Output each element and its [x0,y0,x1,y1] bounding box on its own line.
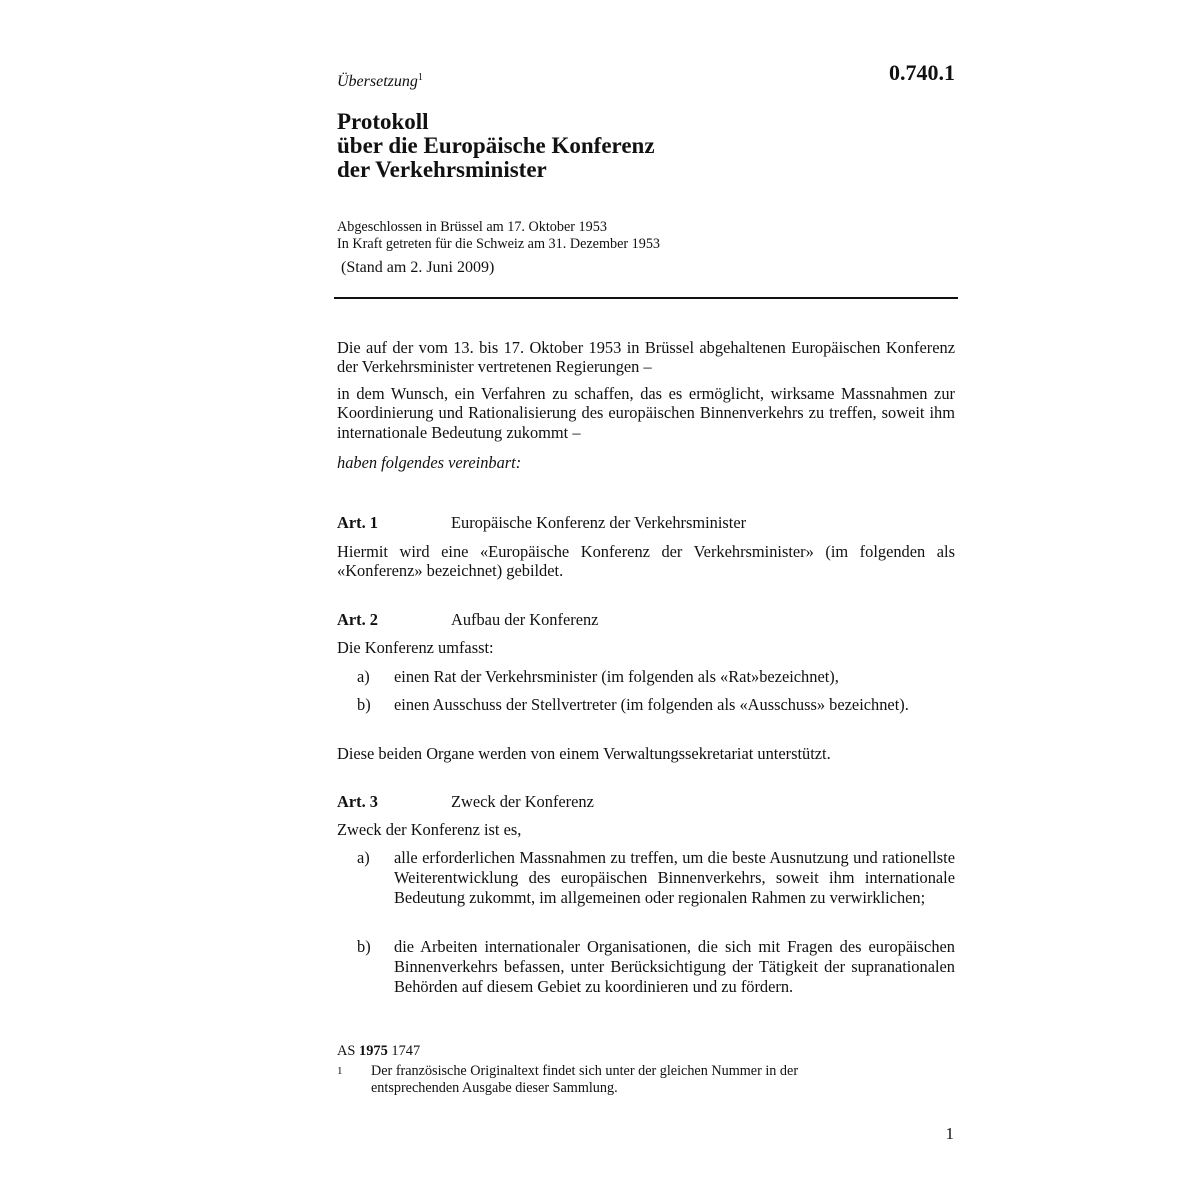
footnote-1 [337,1063,867,1097]
article-3-label: Art. 3 [337,792,378,811]
item-letter: a) [357,667,370,686]
official-collection-reference [337,1043,420,1060]
article-2-title: Aufbau der Konferenz [451,610,599,629]
footnote-number: 1 [337,1065,343,1077]
article-1-body: Hiermit wird eine «Europäische Konferenz der Verkehrsminister» (im folgenden als «Konferenz» bezeichnet) gebildet. [337,542,955,581]
article-2-item-b [357,695,955,715]
as-prefix: AS [337,1043,356,1059]
footnote-reference[interactable]: 1 [417,72,423,83]
document-title [337,110,897,182]
preamble-paragraph-2: in dem Wunsch, ein Verfahren zu schaffen, das es ermöglicht, wirksame Massnahmen zur Koordinierung und Rationalisierung des europäischen Binnenverkehrs zu treffen, soweit ihm internationale Bedeutung zukommt – [337,384,955,442]
item-text: einen Rat der Verkehrsminister (im folgenden als «Rat»bezeichnet), [394,667,839,686]
article-2-intro: Die Konferenz umfasst: [337,638,494,657]
title-line-2: über die Europäische Konferenz [337,133,655,158]
status-date: (Stand am 2. Juni 2009) [341,259,495,276]
as-page: 1747 [391,1043,421,1059]
translation-label [337,73,423,91]
preamble-paragraph-3: haben folgendes vereinbart: [337,453,522,472]
document-meta [337,219,660,253]
document-number: 0.740.1 [889,60,955,85]
in-force-date: In Kraft getreten für die Schweiz am 31. Dezember 1953 [337,236,661,252]
title-line-1: Protokoll [337,109,429,134]
article-1-label: Art. 1 [337,513,378,532]
article-2-label: Art. 2 [337,610,378,629]
as-year: 1975 [359,1043,388,1059]
item-letter: a) [357,848,370,867]
article-3-intro: Zweck der Konferenz ist es, [337,820,522,839]
article-1-heading [337,513,746,533]
header-divider [334,297,958,299]
preamble-paragraph-1: Die auf der vom 13. bis 17. Oktober 1953 in Brüssel abgehaltenen Europäischen Konferenz der Verkehrsminister vertretenen Regierungen – [337,338,955,377]
page-number: 1 [945,1124,954,1143]
article-3-heading [337,792,594,812]
title-line-3: der Verkehrsminister [337,157,547,182]
article-2-outro: Diese beiden Organe werden von einem Verwaltungssekretariat unterstützt. [337,744,831,763]
footnote-text: Der französische Originaltext findet sich unter der gleichen Nummer in der entsprechenden Ausgabe dieser Sammlung. [371,1063,799,1096]
translation-text: Übersetzung [337,73,418,90]
concluded-date: Abgeschlossen in Brüssel am 17. Oktober 1953 [337,219,607,235]
item-text: einen Ausschuss der Stellvertreter (im folgenden als «Ausschuss» bezeichnet). [394,695,909,714]
item-text: alle erforderlichen Massnahmen zu treffen, um die beste Ausnutzung und rationellste Weiterentwicklung des europäischen Binnenverkehrs, soweit ihm internationale Bedeutung zukommt, im allgemeinen oder regionalen Rahmen zu verwirklichen; [394,848,955,907]
article-1-title: Europäische Konferenz der Verkehrsminister [451,513,747,532]
item-text: die Arbeiten internationaler Organisationen, die sich mit Fragen des europäischen Binnenverkehrs befassen, unter Berücksichtigung der Tätigkeit der supranationalen Behörden auf diesem Gebiet zu koordinieren und zu fördern. [394,937,955,996]
article-2-heading [337,610,598,630]
article-3-item-b [357,937,955,997]
item-letter: b) [357,695,371,714]
article-3-title: Zweck der Konferenz [451,792,594,811]
item-letter: b) [357,937,371,956]
article-3-item-a [357,848,955,908]
article-2-item-a [357,667,955,687]
